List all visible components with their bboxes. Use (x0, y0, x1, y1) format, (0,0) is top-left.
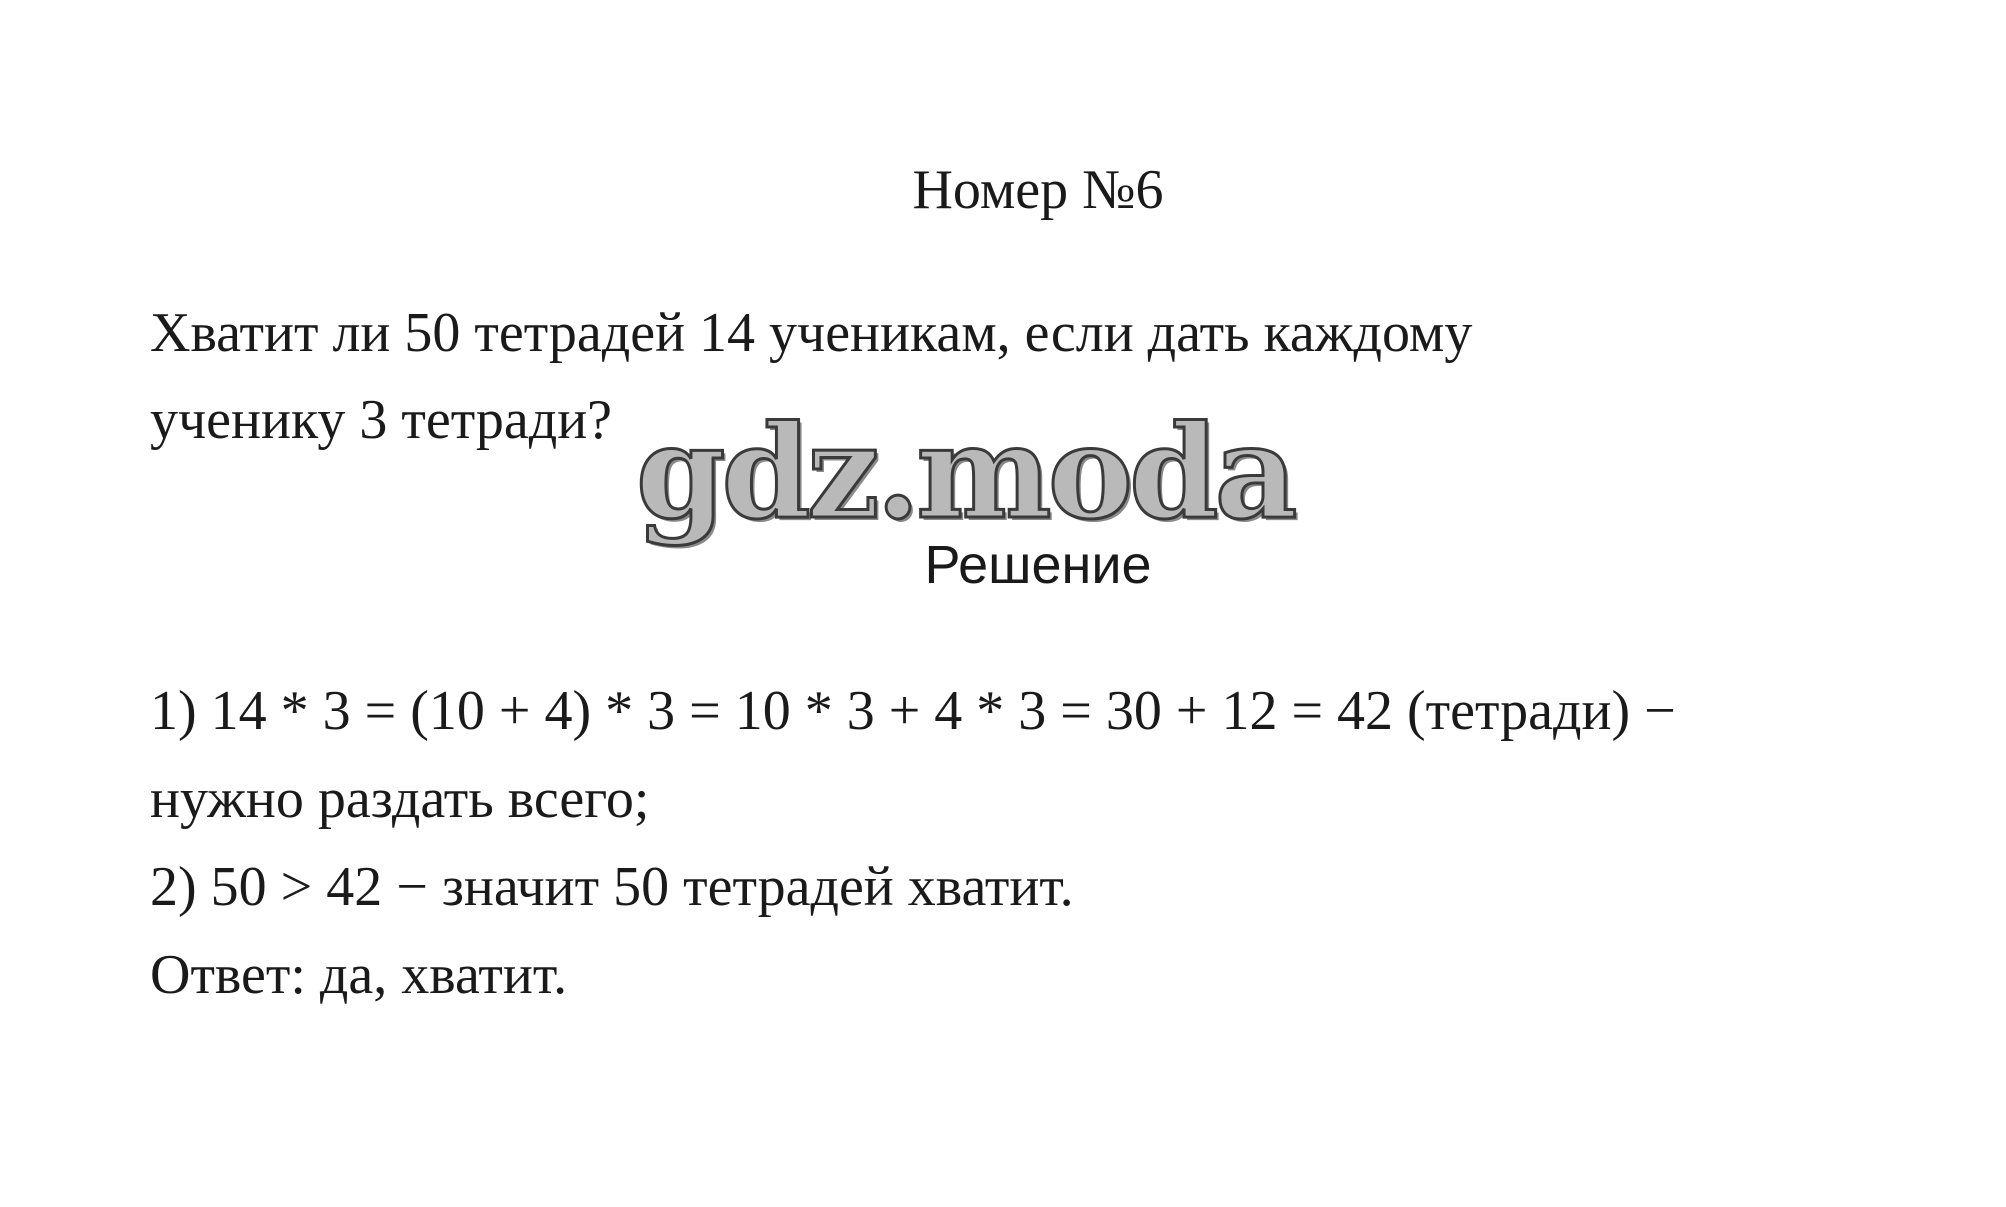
solution-step-2: 2) 50 > 42 − значит 50 тетрадей хватит. (150, 856, 1074, 918)
solution-heading: Решение (924, 535, 1152, 595)
watermark-logo: gdz.moda (636, 398, 1294, 548)
problem-line-2: ученику 3 тетради? (150, 389, 613, 451)
solution-answer: Ответ: да, хватит. (150, 944, 568, 1006)
solution-body (150, 667, 1676, 1019)
page-title: Номер №6 (912, 159, 1164, 221)
problem-line-1: Хватит ли 50 тетрадей 14 ученикам, если дать каждому (150, 302, 1473, 364)
solution-step-1-line-1: 1) 14 * 3 = (10 + 4) * 3 = 10 * 3 + 4 * 3 = 30 + 12 = 42 (тетради) − (150, 680, 1676, 742)
solution-step-1-line-2: нужно раздать всего; (150, 768, 650, 830)
